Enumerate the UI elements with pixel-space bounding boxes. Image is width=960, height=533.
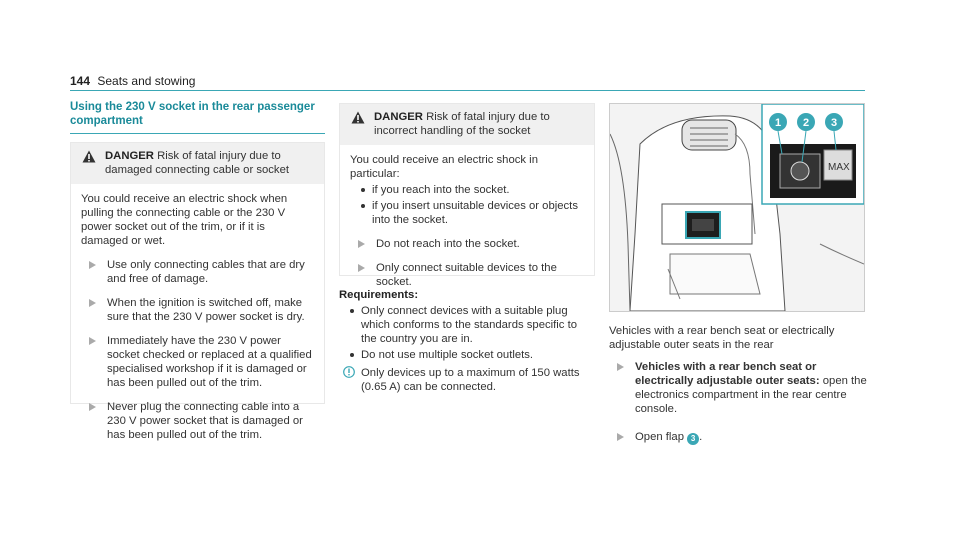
bullet-item: if you insert unsuitable devices or objects into the socket.	[350, 199, 584, 227]
requirement-item: Do not use multiple socket outlets.	[339, 348, 595, 362]
arrow-icon	[617, 433, 624, 441]
requirements-block	[339, 288, 595, 394]
danger-box-1-header	[71, 143, 324, 184]
figure-caption: Vehicles with a rear bench seat or electrically adjustable outer seats in the rear	[609, 325, 835, 351]
step-condition: Vehicles with a rear bench seat or electrically adjustable outer seats:	[635, 361, 820, 387]
instruction-steps	[609, 350, 869, 445]
center-console-drawing	[610, 104, 864, 311]
arrow-icon	[89, 299, 96, 307]
arrow-icon	[617, 363, 624, 371]
arrow-icon	[358, 264, 365, 272]
danger-text: You could receive an electric shock in particular:	[350, 154, 538, 180]
arrow-icon	[89, 403, 96, 411]
danger-box-1	[70, 142, 325, 441]
callout-1: 1	[774, 117, 782, 129]
step-item	[609, 360, 869, 416]
warning-icon	[82, 150, 96, 163]
section-name: Seats and stowing	[97, 74, 196, 88]
section-title: Using the 230 V socket in the rear passenger compartment	[70, 101, 315, 127]
warning-icon	[351, 111, 365, 124]
arrow-icon	[89, 261, 96, 269]
note-text: Only devices up to a maximum of 150 watts (0.65 A) can be connected.	[361, 367, 580, 393]
callout-badge: 3	[687, 433, 699, 445]
arrow-icon	[358, 240, 365, 248]
action-item: Use only connecting cables that are dry and free of damage.	[81, 258, 314, 286]
action-item: Only connect suitable devices to the socket.	[350, 261, 584, 289]
action-item: Do not reach into the socket.	[350, 237, 584, 251]
danger-text: You could receive an electric shock when pulling the connecting cable or the 230 V power socket out of the trim, or if it is damaged or wet.	[81, 193, 288, 247]
danger-box-2	[339, 103, 595, 288]
page-header	[70, 74, 195, 88]
danger-label: DANGER	[105, 150, 154, 162]
callout-3: 3	[830, 117, 838, 129]
arrow-icon	[89, 337, 96, 345]
action-item: Immediately have the 230 V power socket checked or replaced at a qualified specialised workshop if it is damaged or has been pulled out of the trim.	[81, 334, 314, 390]
requirements-title: Requirements:	[339, 289, 419, 301]
vehicle-illustration	[609, 103, 865, 312]
svg-text:MAX: MAX	[828, 162, 850, 173]
step-text: open the electronics compartment in the rear centre console.	[635, 375, 867, 415]
bullet-item: if you reach into the socket.	[350, 183, 584, 197]
action-item: Never plug the connecting cable into a 230 V power socket that is damaged or has been pulled out of the trim.	[81, 400, 314, 442]
info-icon	[343, 366, 355, 378]
danger-title: Risk of fatal injury due to incorrect handling of the socket	[374, 111, 550, 137]
section-rule	[70, 133, 325, 134]
danger-box-2-header	[340, 104, 594, 145]
action-item: When the ignition is switched off, make sure that the 230 V power socket is dry.	[81, 296, 314, 324]
note	[339, 366, 595, 394]
requirement-item: Only connect devices with a suitable plug which conforms to the standards specific to the country you are in.	[339, 304, 595, 346]
callout-2: 2	[802, 117, 810, 129]
header-rule	[70, 90, 865, 91]
page-number: 144	[70, 74, 91, 88]
step-item: Open flap 3 .	[609, 430, 869, 445]
step-text: Open flap	[635, 431, 684, 443]
danger-title: Risk of fatal injury due to damaged connecting cable or socket	[105, 150, 290, 176]
danger-label: DANGER	[374, 111, 423, 123]
